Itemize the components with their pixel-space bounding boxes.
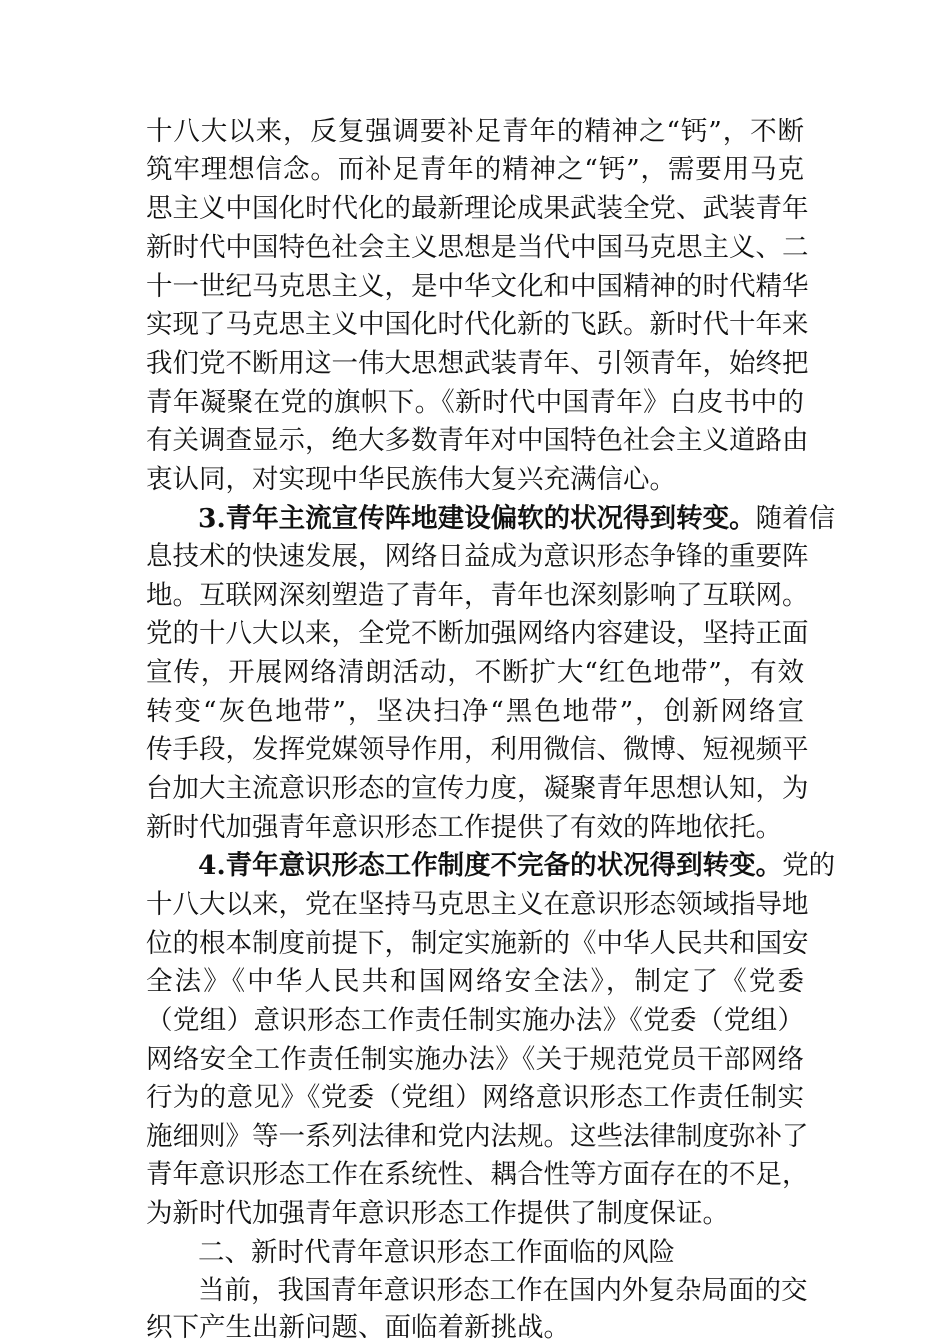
section-heading-line	[198, 847, 836, 885]
body-text-line: 思主义中国化时代化的最新理论成果武装全党、武装青年	[146, 193, 809, 224]
body-text-line: 行为的意见》《党委（党组）网络意识形态工作责任制实	[146, 1082, 804, 1113]
body-text-fragment: 随着信	[755, 503, 836, 534]
chapter-heading: 二、新时代青年意识形态工作面临的风险	[198, 1237, 675, 1268]
body-text-line: 传手段，发挥党媒领导作用，利用微信、微博、短视频平	[146, 734, 809, 765]
body-text-line: 筑牢理想信念。而补足青年的精神之“钙”，需要用马克	[146, 154, 804, 185]
section-heading-3: 3.青年主流宣传阵地建设偏软的状况得到转变。	[198, 503, 756, 534]
body-text-line: 宣传，开展网络清朗活动，不断扩大“红色地带”，有效	[146, 657, 804, 688]
body-text-line: 党的十八大以来，全党不断加强网络内容建设，坚持正面	[146, 618, 809, 649]
section-heading-line	[198, 500, 836, 538]
body-text-line: 有关调查显示，绝大多数青年对中国特色社会主义道路由	[146, 425, 809, 456]
body-text-line: 息技术的快速发展，网络日益成为意识形态争锋的重要阵	[146, 541, 809, 572]
body-text-line: 我们党不断用这一伟大思想武装青年、引领青年，始终把	[146, 348, 809, 379]
body-text-line: 新时代中国特色社会主义思想是当代中国马克思主义、二	[146, 232, 809, 263]
body-text-line: （党组）意识形态工作责任制实施办法》《党委（党组）	[146, 1005, 804, 1036]
body-text-line: 全法》《中华人民共和国网络安全法》，制定了《党委	[146, 966, 804, 997]
body-text-line: 为新时代加强青年意识形态工作提供了制度保证。	[146, 1198, 729, 1229]
body-text-line: 十八大以来，反复强调要补足青年的精神之“钙”，不断	[146, 116, 804, 147]
body-text-line: 地。互联网深刻塑造了青年，青年也深刻影响了互联网。	[146, 580, 809, 611]
body-text-fragment: 党的	[782, 850, 836, 881]
body-text-line: 网络安全工作责任制实施办法》《关于规范党员干部网络	[146, 1044, 804, 1075]
body-text-line: 实现了马克思主义中国化时代化新的飞跃。新时代十年来	[146, 309, 809, 340]
body-text-line: 青年凝聚在党的旗帜下。《新时代中国青年》白皮书中的	[146, 387, 804, 418]
body-text-line: 台加大主流意识形态的宣传力度，凝聚青年思想认知，为	[146, 773, 809, 804]
body-text-line: 织下产生出新问题、面临着新挑战。	[146, 1312, 570, 1343]
body-text-line: 转变“灰色地带”，坚决扫净“黑色地带”，创新网络宣	[146, 696, 804, 727]
section-heading-4: 4.青年意识形态工作制度不完备的状况得到转变。	[198, 850, 783, 881]
body-text-line: 衷认同，对实现中华民族伟大复兴充满信心。	[146, 464, 676, 495]
body-text-line: 当前，我国青年意识形态工作在国内外复杂局面的交	[198, 1275, 808, 1306]
body-text-line: 十一世纪马克思主义，是中华文化和中国精神的时代精华	[146, 271, 809, 302]
body-text-line: 十八大以来，党在坚持马克思主义在意识形态领域指导地	[146, 889, 809, 920]
body-text-line: 位的根本制度前提下，制定实施新的《中华人民共和国安	[146, 928, 809, 959]
body-text-line: 施细则》等一系列法律和党内法规。这些法律制度弥补了	[146, 1121, 809, 1152]
body-text-line: 青年意识形态工作在系统性、耦合性等方面存在的不足，	[146, 1159, 809, 1190]
body-text-line: 新时代加强青年意识形态工作提供了有效的阵地依托。	[146, 812, 782, 843]
